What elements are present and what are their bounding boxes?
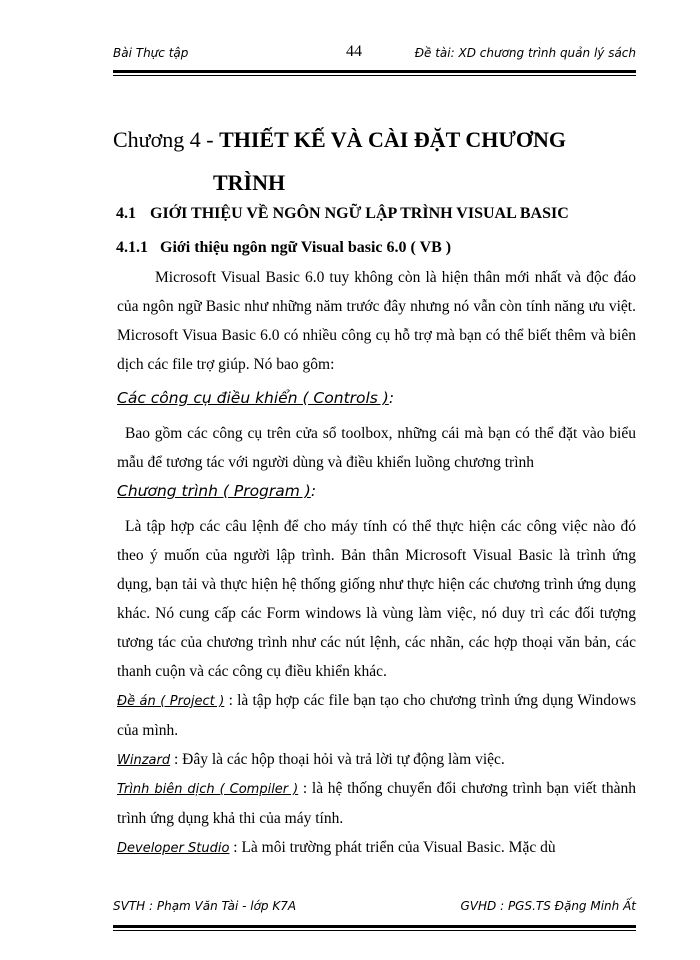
subsection-title: Giới thiệu ngôn ngữ Visual basic 6.0 ( VB )	[160, 239, 452, 256]
definition-term: Trình biên dịch ( Compiler )	[117, 782, 299, 797]
definition-text: : Đây là các hộp thoại hỏi và trả lời tự động làm việc.	[170, 751, 505, 768]
footer-left: SVTH : Phạm Văn Tài - lớp K7A	[113, 899, 297, 913]
section-heading	[116, 205, 569, 223]
header-rule	[113, 70, 636, 76]
subsection-heading	[116, 239, 451, 257]
footer-right: GVHD : PGS.TS Đặng Minh Ất	[460, 899, 636, 913]
definition-text: : là hệ thống chuyển đổi chương trình bạn viết thành trình ứng dụng khả thi của máy tính.	[117, 780, 636, 827]
definition-project	[117, 686, 636, 745]
controls-paragraph: Bao gồm các công cụ trên cửa sổ toolbox, những cái mà bạn có thể đặt vào biểu mẫu để tương tác với người dùng và điều khiển luồng chương trình	[117, 425, 636, 471]
controls-heading-text: Các công cụ điều khiển ( Controls )	[117, 389, 389, 407]
program-heading	[117, 482, 316, 500]
chapter-title-line2: TRÌNH	[213, 170, 286, 195]
page-number: 44	[346, 43, 362, 60]
program-heading-colon: :	[310, 482, 317, 500]
header-right: Đề tài: XD chương trình quản lý sách	[414, 46, 636, 60]
program-paragraph: Là tập hợp các câu lệnh để cho máy tính có thể thực hiện các công việc nào đó theo ý muốn của người lập trình. Bản thân Microsoft Visual Basic là trình ứng dụng, bạn tải và thực hiện hệ thống giống như thực hiện các chương trình ứng dụng khác. Nó cung cấp các Form windows là vùng làm việc, nó duy trì các đối tượng tương tác của chương trình như các nút lệnh, các nhãn, các hợp thoại văn bản, các thanh cuộn và các công cụ điều khiển khác.	[117, 518, 636, 680]
definition-compiler	[117, 774, 636, 833]
definition-developer-studio	[117, 833, 636, 863]
definition-wizard	[117, 745, 636, 775]
footer-rule	[113, 925, 636, 931]
subsection-number: 4.1.1	[116, 239, 148, 256]
chapter-prefix: Chương 4 -	[113, 127, 214, 152]
program-heading-text: Chương trình ( Program )	[117, 482, 311, 500]
definition-text: : Là môi trường phát triển của Visual Basic. Mặc dù	[229, 839, 556, 856]
chapter-title-line1: THIẾT KẾ VÀ CÀI ĐẶT CHƯƠNG	[219, 127, 567, 152]
definition-term: Winzard	[117, 753, 171, 768]
header-left: Bài Thực tập	[113, 46, 189, 60]
intro-paragraph: Microsoft Visual Basic 6.0 tuy không còn là hiện thân mới nhất và độc đáo của ngôn ngữ Basic như những năm trước đây nhưng nó vẫn còn tính năng ưu việt. Microsoft Visua Basic 6.0 có nhiều công cụ hỗ trợ mà bạn có thể biết thêm và biên dịch các file trợ giúp. Nó bao gôm:	[117, 269, 636, 373]
section-number: 4.1	[116, 205, 136, 222]
definition-text: : là tập hợp các file bạn tạo cho chương trình ứng dụng Windows của mình.	[117, 692, 636, 739]
controls-heading	[117, 389, 394, 407]
definition-term: Đề án ( Project )	[117, 694, 225, 709]
chapter-title	[113, 118, 567, 195]
section-title: GIỚI THIỆU VỀ NGÔN NGỮ LẬP TRÌNH VISUAL BASIC	[150, 205, 569, 222]
controls-heading-colon: :	[388, 389, 395, 407]
definition-term: Developer Studio	[117, 841, 230, 856]
